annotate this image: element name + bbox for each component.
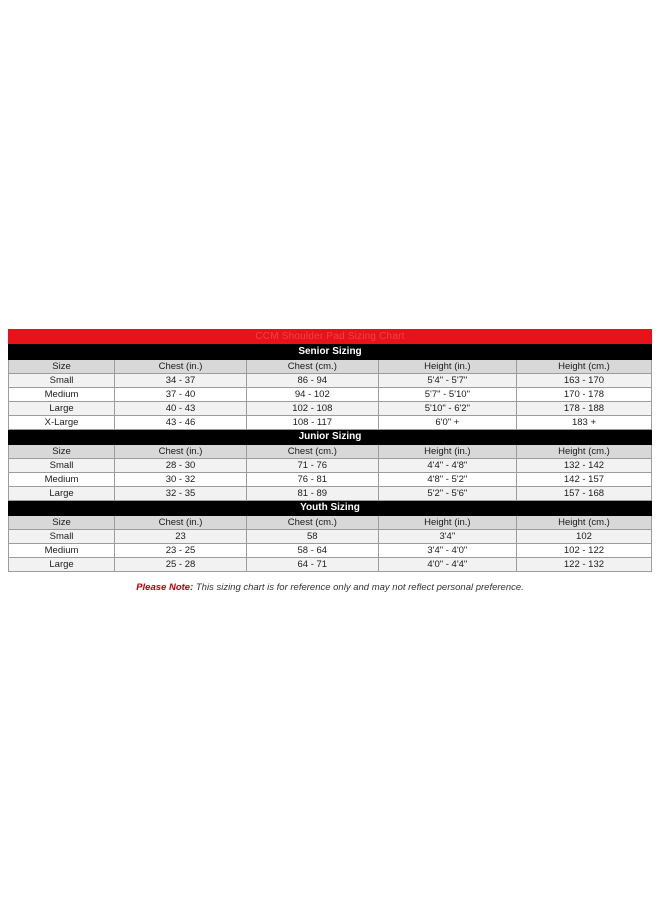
- column-header-chest-in: Chest (in.): [115, 360, 247, 374]
- cell-height-cm: 183 +: [516, 416, 651, 430]
- table-row: [9, 544, 652, 558]
- disclaimer-note: [8, 582, 652, 593]
- table-row: [9, 416, 652, 430]
- cell-chest-cm: 94 - 102: [246, 388, 378, 402]
- cell-height-in: 3'4" - 4'0": [378, 544, 516, 558]
- cell-chest-in: 23 - 25: [115, 544, 247, 558]
- cell-height-cm: 102 - 122: [516, 544, 651, 558]
- column-header-row: [9, 445, 652, 459]
- cell-height-in: 5'4" - 5'7": [378, 374, 516, 388]
- cell-height-in: 6'0" +: [378, 416, 516, 430]
- table-row: [9, 402, 652, 416]
- cell-chest-cm: 58 - 64: [246, 544, 378, 558]
- column-header-chest-in: Chest (in.): [115, 516, 247, 530]
- cell-chest-in: 23: [115, 530, 247, 544]
- table-row: [9, 388, 652, 402]
- column-header-chest-in: Chest (in.): [115, 445, 247, 459]
- section-heading-row: [9, 501, 652, 516]
- section-heading-row: [9, 430, 652, 445]
- cell-chest-in: 37 - 40: [115, 388, 247, 402]
- column-header-height-cm: Height (cm.): [516, 445, 651, 459]
- cell-height-cm: 163 - 170: [516, 374, 651, 388]
- cell-chest-cm: 76 - 81: [246, 473, 378, 487]
- cell-size: Medium: [9, 544, 115, 558]
- cell-height-in: 5'10" - 6'2": [378, 402, 516, 416]
- cell-height-cm: 102: [516, 530, 651, 544]
- cell-chest-cm: 108 - 117: [246, 416, 378, 430]
- section-heading-senior: Senior Sizing: [9, 345, 652, 360]
- column-header-height-in: Height (in.): [378, 360, 516, 374]
- table-row: [9, 473, 652, 487]
- cell-size: Small: [9, 530, 115, 544]
- column-header-height-cm: Height (cm.): [516, 360, 651, 374]
- cell-chest-in: 28 - 30: [115, 459, 247, 473]
- table-row: [9, 558, 652, 572]
- cell-size: Small: [9, 459, 115, 473]
- cell-chest-cm: 71 - 76: [246, 459, 378, 473]
- cell-chest-in: 40 - 43: [115, 402, 247, 416]
- section-heading-junior: Junior Sizing: [9, 430, 652, 445]
- cell-height-in: 5'2" - 5'6": [378, 487, 516, 501]
- cell-size: Medium: [9, 388, 115, 402]
- disclaimer-label: Please Note:: [136, 582, 194, 593]
- column-header-size: Size: [9, 516, 115, 530]
- cell-height-cm: 132 - 142: [516, 459, 651, 473]
- cell-height-in: 3'4": [378, 530, 516, 544]
- table-row: [9, 530, 652, 544]
- cell-chest-in: 32 - 35: [115, 487, 247, 501]
- cell-chest-in: 43 - 46: [115, 416, 247, 430]
- column-header-height-cm: Height (cm.): [516, 516, 651, 530]
- cell-height-cm: 142 - 157: [516, 473, 651, 487]
- cell-size: Medium: [9, 473, 115, 487]
- column-header-size: Size: [9, 445, 115, 459]
- column-header-height-in: Height (in.): [378, 516, 516, 530]
- cell-size: Large: [9, 402, 115, 416]
- table-row: [9, 459, 652, 473]
- cell-height-cm: 122 - 132: [516, 558, 651, 572]
- cell-height-in: 5'7" - 5'10": [378, 388, 516, 402]
- column-header-chest-cm: Chest (cm.): [246, 445, 378, 459]
- cell-chest-cm: 58: [246, 530, 378, 544]
- section-heading-youth: Youth Sizing: [9, 501, 652, 516]
- cell-height-cm: 170 - 178: [516, 388, 651, 402]
- cell-size: Small: [9, 374, 115, 388]
- table-row: [9, 374, 652, 388]
- cell-chest-cm: 81 - 89: [246, 487, 378, 501]
- column-header-chest-cm: Chest (cm.): [246, 360, 378, 374]
- table-row: [9, 487, 652, 501]
- cell-height-cm: 178 - 188: [516, 402, 651, 416]
- sizing-table-body: [9, 345, 652, 572]
- cell-chest-cm: 102 - 108: [246, 402, 378, 416]
- column-header-row: [9, 360, 652, 374]
- column-header-height-in: Height (in.): [378, 445, 516, 459]
- cell-height-in: 4'4" - 4'8": [378, 459, 516, 473]
- cell-size: Large: [9, 558, 115, 572]
- cell-chest-in: 34 - 37: [115, 374, 247, 388]
- column-header-chest-cm: Chest (cm.): [246, 516, 378, 530]
- cell-size: X-Large: [9, 416, 115, 430]
- cell-height-in: 4'8" - 5'2": [378, 473, 516, 487]
- cell-chest-in: 30 - 32: [115, 473, 247, 487]
- cell-chest-cm: 64 - 71: [246, 558, 378, 572]
- sizing-table: [8, 344, 652, 572]
- column-header-row: [9, 516, 652, 530]
- cell-chest-in: 25 - 28: [115, 558, 247, 572]
- section-heading-row: [9, 345, 652, 360]
- chart-title-banner: CCM Shoulder Pad Sizing Chart: [8, 329, 652, 344]
- cell-height-cm: 157 - 168: [516, 487, 651, 501]
- sizing-chart: [8, 329, 652, 593]
- cell-chest-cm: 86 - 94: [246, 374, 378, 388]
- disclaimer-text: This sizing chart is for reference only and may not reflect personal preference.: [195, 582, 524, 593]
- column-header-size: Size: [9, 360, 115, 374]
- cell-size: Large: [9, 487, 115, 501]
- cell-height-in: 4'0" - 4'4": [378, 558, 516, 572]
